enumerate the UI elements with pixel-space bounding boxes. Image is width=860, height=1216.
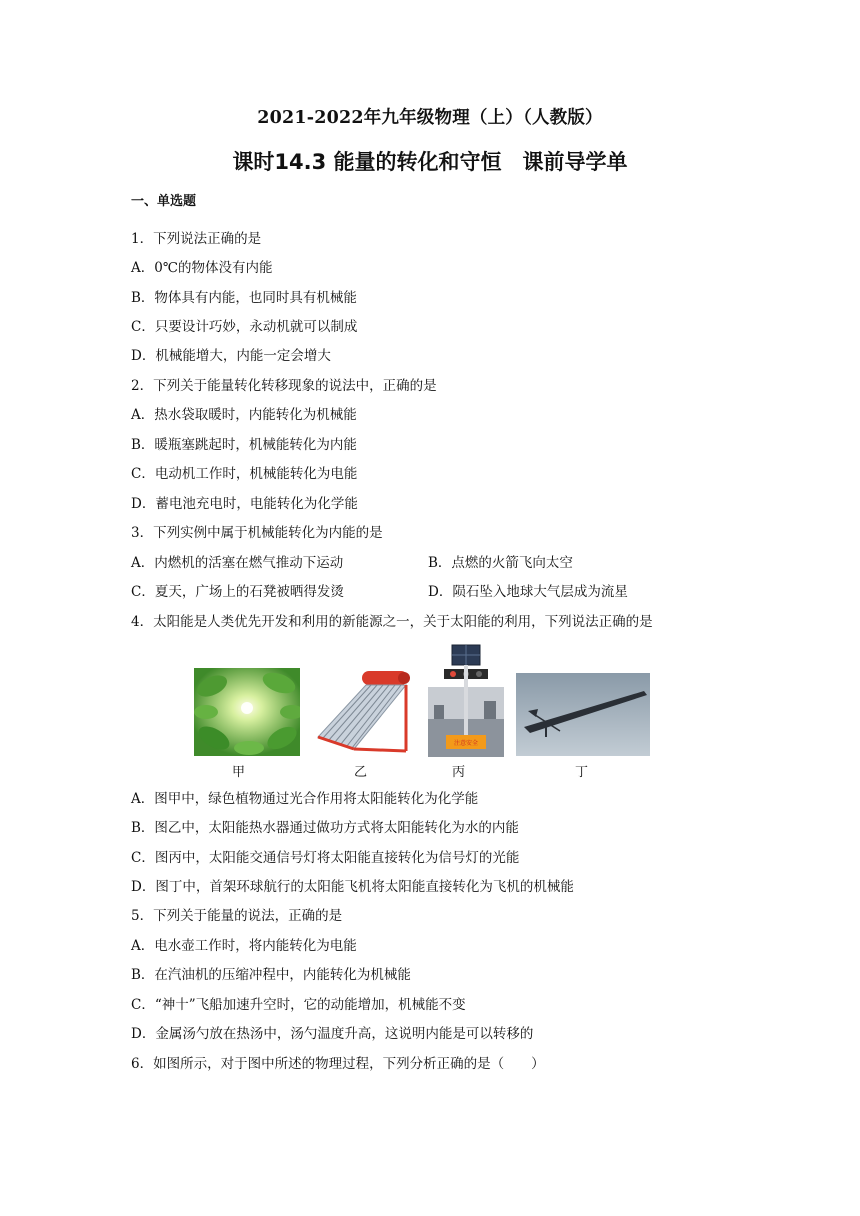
document-title: 2021-2022年九年级物理（上）（人教版）	[257, 108, 603, 128]
option: A．热水袋取暖时，内能转化为机械能	[131, 407, 357, 423]
question-stem: 6．如图所示，对于图中所述的物理过程，下列分析正确的是（ ）	[131, 1056, 545, 1072]
option: A．0℃的物体没有内能	[131, 260, 273, 276]
option: D．金属汤勺放在热汤中，汤勺温度升高，这说明内能是可以转移的	[131, 1026, 534, 1042]
option: B．物体具有内能，也同时具有机械能	[131, 290, 357, 306]
question-stem: 5．下列关于能量的说法，正确的是	[131, 908, 343, 924]
option: C．只要设计巧妙，永动机就可以制成	[131, 319, 358, 335]
option: C．“神十”飞船加速升空时，它的动能增加，机械能不变	[131, 997, 466, 1013]
option: C．图丙中，太阳能交通信号灯将太阳能直接转化为信号灯的光能	[131, 850, 520, 866]
option: A．内燃机的活塞在燃气推动下运动	[131, 555, 344, 571]
option: B．点燃的火箭飞向太空	[428, 555, 573, 571]
option: A．图甲中，绿色植物通过光合作用将太阳能转化为化学能	[131, 791, 479, 807]
option: D．图丁中，首架环球航行的太阳能飞机将太阳能直接转化为飞机的机械能	[131, 879, 574, 895]
solar-water-heater-image	[314, 665, 414, 757]
option: B．图乙中，太阳能热水器通过做功方式将太阳能转化为水的内能	[131, 820, 519, 836]
figure-caption-ding: 丁	[575, 765, 589, 780]
figure-caption-bing: 丙	[452, 765, 466, 780]
option: A．电水壶工作时，将内能转化为电能	[131, 938, 357, 954]
option: D．陨石坠入地球大气层成为流星	[428, 584, 628, 600]
option: B．暖瓶塞跳起时，机械能转化为内能	[131, 437, 357, 453]
question-stem: 4．太阳能是人类优先开发和利用的新能源之一，关于太阳能的利用，下列说法正确的是	[131, 614, 653, 630]
figure-caption-yi: 乙	[354, 765, 368, 780]
option: D．机械能增大，内能一定会增大	[131, 348, 331, 364]
option: C．夏天，广场上的石凳被晒得发烫	[131, 584, 344, 600]
section-heading: 一、单选题	[131, 194, 197, 209]
option: D．蓄电池充电时，电能转化为化学能	[131, 496, 358, 512]
solar-airplane-image	[516, 673, 650, 756]
solar-traffic-light-image	[428, 643, 504, 757]
sign-text: 注意安全	[453, 740, 479, 747]
question-stem: 1．下列说法正确的是	[131, 231, 262, 247]
figure-row	[190, 643, 660, 783]
option: C．电动机工作时，机械能转化为电能	[131, 466, 358, 482]
question-stem: 3．下列实例中属于机械能转化为内能的是	[131, 525, 383, 541]
option: B．在汽油机的压缩冲程中，内能转化为机械能	[131, 967, 411, 983]
document-subtitle: 课时14.3 能量的转化和守恒 课前导学单	[232, 150, 628, 174]
figure-caption-jia: 甲	[232, 765, 246, 780]
leaves-sunlight-image	[194, 668, 300, 756]
question-stem: 2．下列关于能量转化转移现象的说法中，正确的是	[131, 378, 437, 394]
